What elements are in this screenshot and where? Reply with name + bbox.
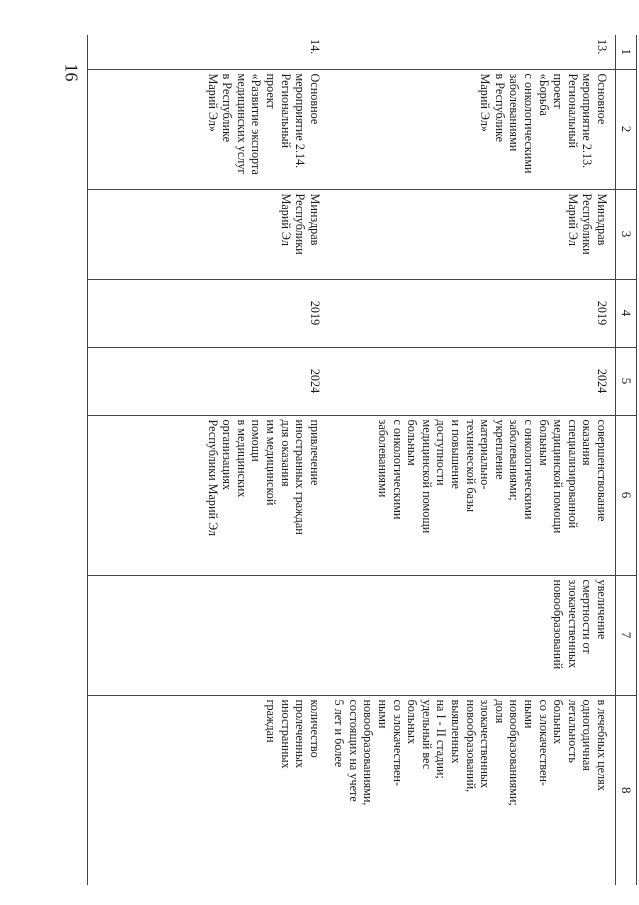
cell-text-line: больных (405, 699, 420, 745)
cell-text-line: в Республике (220, 73, 235, 143)
cell-text-line: больным (536, 419, 551, 466)
cell-text-line: злокачественных (565, 579, 580, 669)
cell-text-line: на I - II стадии; (434, 699, 449, 779)
consequence-cell (88, 575, 328, 695)
cell-text-line: граждан (263, 699, 278, 743)
cell-text-line: удельный вес (419, 699, 434, 770)
program-table (87, 35, 637, 885)
cell-text-line: Основное (307, 73, 322, 125)
column-header: 3 (616, 189, 637, 279)
cell-text-line: количество (307, 699, 322, 758)
cell-text-line: Минздрав (595, 193, 609, 246)
indicator-cell (328, 695, 616, 885)
cell-text-line: новообразований (551, 579, 566, 670)
table-row (88, 35, 328, 885)
cell-text-line: Марий Эл» (478, 73, 493, 132)
cell-text-line: заболеваниями (507, 73, 522, 152)
cell-text-line: медицинской помощи (419, 419, 434, 534)
cell-text-line: новообразований, (463, 699, 478, 793)
rotated-table-sheet (107, 35, 637, 885)
column-number-row (616, 35, 637, 885)
cell-text-line: ными (376, 699, 391, 729)
column-header: 5 (616, 347, 637, 415)
cell-text-line: технической базы (463, 419, 478, 513)
cell-text-line: Республики (293, 193, 308, 255)
cell-text-line: Основное (595, 73, 609, 125)
cell-text-line: Республики (580, 193, 595, 255)
cell-text-line: новообразованиями; (507, 699, 522, 806)
cell-text-line: увеличение (595, 579, 609, 640)
column-header: 8 (616, 695, 637, 885)
cell-text-line: со злокачествен- (536, 699, 551, 786)
cell-text-line: доля (492, 699, 507, 724)
column-header: 7 (616, 575, 637, 695)
cell-text-line: и повышение (449, 419, 464, 489)
cell-text-line: медицинской помощи (551, 419, 566, 534)
cell-text-line: укрепление (492, 419, 507, 480)
end-year-cell: 2024 (328, 347, 616, 415)
cell-text-line: с онкологическими (390, 419, 405, 520)
column-header: 1 (616, 35, 637, 69)
cell-text-line: в медицинских (234, 419, 249, 498)
cell-text-line: доступности (434, 419, 449, 486)
column-header: 4 (616, 279, 637, 347)
page-number: 16 (61, 63, 82, 82)
cell-text-line: в Республике (492, 73, 507, 143)
cell-text-line: со злокачествен- (390, 699, 405, 786)
cell-text-line: в лечебных целях (595, 699, 609, 791)
cell-text-line: заболеваниями (376, 419, 391, 498)
cell-text-line: новообразованиями, (361, 699, 376, 806)
row-number-cell: 14. (88, 35, 328, 69)
cell-text-line: Региональный проект (263, 73, 293, 149)
start-year-cell: 2019 (88, 279, 328, 347)
cell-text-line: злокачественных (478, 699, 493, 789)
cell-text-line: Марий Эл (565, 193, 580, 246)
cell-text-line: мероприятие 2.14. (293, 73, 308, 169)
cell-text-line: «Борьба (536, 73, 551, 116)
cell-text-line: «Развитие экспорта (249, 73, 264, 175)
cell-text-line: иностранных (278, 699, 293, 769)
indicator-cell (88, 695, 328, 885)
cell-text-line: Региональный проект (551, 73, 580, 149)
cell-text-line: материально- (478, 419, 493, 490)
cell-text-line: Минздрав (307, 193, 322, 246)
cell-text-line: с онкологическими (522, 419, 537, 520)
consequence-cell (328, 575, 616, 695)
cell-text-line: мероприятие 2.13. (580, 73, 595, 169)
cell-text-line: больным (405, 419, 420, 466)
cell-text-line: им медицинской (263, 419, 278, 506)
column-header: 2 (616, 69, 637, 189)
cell-text-line: заболеваниями; (507, 419, 522, 501)
cell-text-line: привлечение (307, 419, 322, 486)
start-year-cell: 2019 (328, 279, 616, 347)
cell-text-line: для оказания (278, 419, 293, 487)
cell-text-line: специализированной (565, 419, 580, 529)
cell-text-line: ными (522, 699, 537, 729)
row-number-cell: 13. (595, 39, 609, 55)
activity-name-cell (328, 69, 616, 189)
cell-text-line: 5 лет и более (332, 699, 347, 768)
cell-text-line: пролеченных (293, 699, 308, 769)
cell-text-line: летальность (565, 699, 580, 763)
expected-result-cell (328, 415, 616, 575)
cell-text-line: одногодичная (580, 699, 595, 771)
cell-text-line: медицинских услуг (234, 73, 249, 175)
column-header: 6 (616, 415, 637, 575)
cell-text-line: Республики Марий Эл (205, 419, 220, 537)
cell-text-line: с онкологическими (522, 73, 537, 174)
table-row (328, 35, 616, 885)
cell-text-line: состоящих на учете (346, 699, 361, 802)
cell-text-line: иностранных граждан (293, 419, 308, 535)
cell-text-line: помощи (249, 419, 264, 462)
cell-text-line: совершенствование (595, 419, 609, 522)
activity-name-cell (88, 69, 328, 189)
cell-text-line: выявленных (449, 699, 464, 764)
cell-text-line: Марий Эл (278, 193, 293, 246)
cell-text-line: смертности от (580, 579, 595, 654)
executor-cell (88, 189, 328, 279)
cell-text-line: больных (551, 699, 566, 745)
expected-result-cell (88, 415, 328, 575)
executor-cell (328, 189, 616, 279)
cell-text-line: организациях (220, 419, 235, 491)
cell-text-line: оказания (580, 419, 595, 466)
end-year-cell: 2024 (88, 347, 328, 415)
cell-text-line: Марий Эл» (205, 73, 220, 132)
